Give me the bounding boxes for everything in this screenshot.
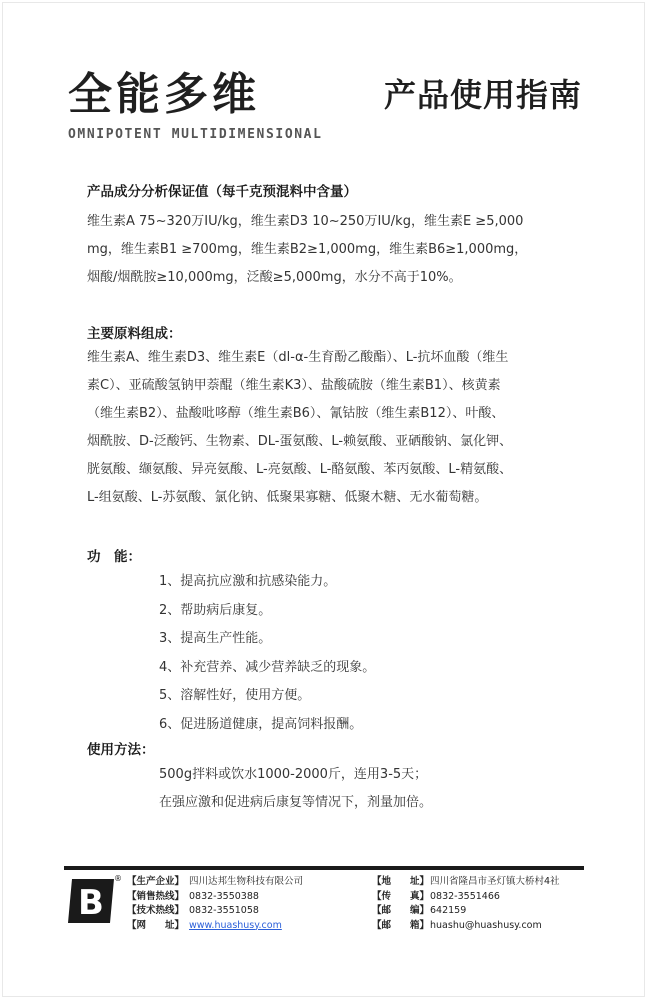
footer-manufacturer: 【生产企业】 四川达邦生物科技有限公司 [127, 876, 304, 887]
ingredients-line: L-组氨酸、L-苏氨酸、氯化钠、低聚果寡糖、低聚木糖、无水葡萄糖。 [87, 490, 488, 505]
usage-heading: 使用方法： [87, 742, 155, 758]
function-item: 4、补充营养、减少营养缺乏的现象。 [159, 659, 376, 675]
footer-rule [64, 866, 584, 870]
english-subtitle: OMNIPOTENT MULTIDIMENSIONAL [68, 127, 323, 142]
usage-line: 在强应激和促进病后康复等情况下，剂量加倍。 [159, 795, 433, 810]
registered-mark: ® [114, 874, 122, 883]
analysis-line: 维生素A 75~320万IU/kg，维生素D3 10~250万IU/kg，维生素E ≥5,000 [87, 214, 524, 229]
website-link[interactable]: www.huashusy.com [189, 919, 282, 931]
ingredients-line: 素C）、亚硫酸氢钠甲萘醌（维生素K3）、盐酸硫胺（维生素B1）、核黄素 [87, 378, 501, 393]
usage-text [159, 761, 432, 817]
company-logo [66, 877, 116, 925]
brand-title: 全能多维 [68, 69, 260, 120]
analysis-heading: 产品成分分析保证值（每千克预混料中含量） [87, 184, 357, 200]
analysis-line: mg，维生素B1 ≥700mg，维生素B2≥1,000mg，维生素B6≥1,000mg， [87, 242, 528, 257]
ingredients-line: 烟酰胺、D-泛酸钙、生物素、DL-蛋氨酸、L-赖氨酸、亚硒酸钠、氯化钾、 [87, 434, 513, 449]
footer-website: 【网 址】 www.huashusy.com [127, 919, 303, 934]
analysis-text [87, 208, 597, 292]
footer-contact-left [127, 875, 303, 933]
function-item: 6、促进肠道健康，提高饲料报酬。 [159, 716, 363, 732]
function-item: 1、提高抗应激和抗感染能力。 [159, 574, 337, 589]
function-item: 5、溶解性好，使用方便。 [159, 688, 311, 703]
email-link[interactable]: huashu@huashusy.com [430, 919, 542, 931]
footer-email: 【邮 箱】 huashu@huashusy.com [372, 919, 560, 934]
functions-heading: 功 能： [87, 549, 141, 565]
ingredients-heading: 主要原料组成： [87, 326, 182, 342]
ingredients-line: 维生素A、维生素D3、维生素E（dl-α-生育酚乙酸酯）、L-抗坏血酸（维生 [87, 350, 509, 365]
footer-address: 【地 址】 四川省隆昌市圣灯镇大桥村4社 [372, 876, 560, 887]
analysis-line: 烟酸/烟酰胺≥10,000mg，泛酸≥5,000mg，水分不高于10%。 [87, 270, 462, 285]
guide-title: 产品使用指南 [384, 76, 583, 114]
ingredients-line: （维生素B2）、盐酸吡哆醇（维生素B6）、氰钴胺（维生素B12）、叶酸、 [87, 406, 505, 421]
functions-list [159, 568, 375, 739]
footer-sales-hotline: 【销售热线】 0832-3550388 [127, 890, 259, 902]
function-item: 3、提高生产性能。 [159, 631, 272, 646]
usage-line: 500g拌料或饮水1000-2000斤，连用3-5天； [159, 767, 428, 782]
footer-tech-hotline: 【技术热线】 0832-3551058 [127, 905, 259, 916]
logo-letter: B [78, 883, 104, 923]
ingredients-text [87, 344, 597, 512]
footer-postcode: 【邮 编】 642159 [372, 905, 467, 916]
footer-contact-right [372, 875, 560, 933]
ingredients-line: 胱氨酸、缬氨酸、异亮氨酸、L-亮氨酸、L-酪氨酸、苯丙氨酸、L-精氨酸、 [87, 462, 513, 477]
footer-fax: 【传 真】 0832-3551466 [372, 890, 500, 902]
function-item: 2、帮助病后康复。 [159, 602, 272, 618]
